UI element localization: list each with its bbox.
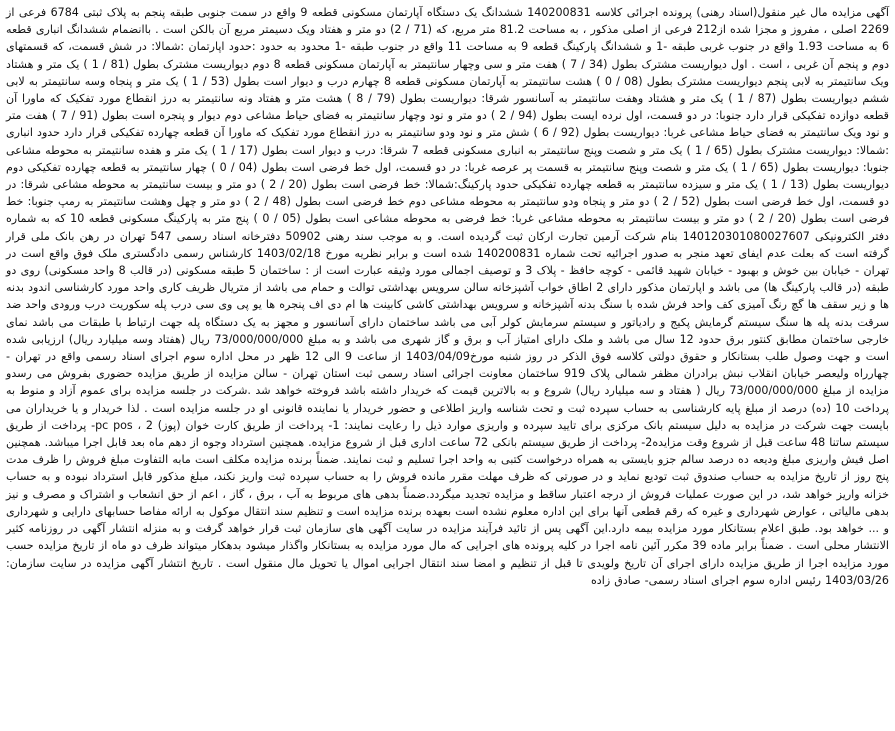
auction-notice-text: آگهی مزایده مال غیر منقول(اسناد رهنی) پرونده اجرائی کلاسه 140200831 ششدانگ یک دستگاه آپارتمان مسکونی قطعه 9 واقع در سمت جنوبی طبقه پنجم به پلاک ثبتی 6784 فرعی از 2269 اصلی ، مفروز و مجزا شده از212 فرعی از اصلی مذکور ، به مساحت 81.2 متر مربع، که (71 / 2) دو متر و هفتاد ویک دسیمتر مربع آن بالکن است . باانضمام ششدانگ انباری قطعه 6 به مساحت 1.93 واقع در جنوب غربی طبقه -1 و ششدانگ پارکینگ قطعه 9 به مساحت 11 واقع در جنوب طبقه -1 محدود به حدود :حدود اپارتمان :شمالا: در شش قسمت، که قسمتهای دوم و پنجم آن غربی ، است . اول دیواریست مشترک بطول (34 / 7 ) هفت متر و سی وچهار سانتیمتر به آپارتمان مسکونی قطعه 8 دوم دیواریست مشترک بطول (81 / 1 ) یک متر و هشتاد ویک سانتیمتر به لابی پنجم دیواریست مشترک بطول (08 / 0 ) هشت سانتیمتر به آپارتمان مسکونی قطعه 8 چهارم درب و دیوار است بطول (53 / 1 ) یک متر و پنجاه وسه سانتیمتر به لابی ششم دیواریست بطول (87 / 1 ) یک متر و هشتاد وهفت سانتیمتر به آسانسور شرقا: دیواریست بطول (79 / 8 ) هشت متر و هفتاد ونه سانتیمتر به درز انقطاع مورد تفکیک که ماورا آن قطعه دوازده تفکیکی قرار دارد جنوبا: در دو قسمت، اول نرده ایست بطول (94 / 2 ) دو متر و نود وچهار سانتیمتر به فضای حیاط مشاعی دوم دیوار و پنجره است بطول (91 / 7 ) هفت متر و نود ویک سانتیمتر به فضای حیاط مشاعی غربا: دیواریست بطول (92 / 6 ) شش متر و نود ودو سانتیمتر به درز انقطاع مورد تفکیک که ماورا آن قطعه چهارده تفکیکی قرار دارد حدود انباری :شمالا: دیواریست مشترک بطول (65 / 1 ) یک متر و شصت وپنج سانتیمتر به انباری مسکونی قطعه 7 شرقا: درب و دیوار است بطول (17 / 1 ) یک متر و هفده سانتیمتر به محوطه مشاعی جنوبا: دیواریست بطول (65 / 1 ) یک متر و شصت وپنج سانتیمتر به قسمت پر عرصه غربا: در دو قسمت، اول خط فرضی است بطول (04 / 0 ) چهار سانتیمتر به قطعه چهارده تفکیکی دوم دیواریست بطول (13 / 1 ) یک متر و سیزده سانتیمتر به قطعه چهارده تفکیکی حدود پارکینگ:شمالا: خط فرضی است بطول (20 / 2 ) دو متر و بیست سانتیمتر به محوطه مشاعی شرقا: در دو قسمت، اول خط فرضی است بطول (52 / 2 ) دو متر و پنجاه ودو سانتیمتر به محوطه مشاعی دوم خط فرضی است بطول (48 / 2 ) دو متر و چهل وهشت سانتیمتر به رمپ جنوبا: خط فرضی است بطول (20 / 2 ) دو متر و بیست سانتیمتر به محوطه مشاعی غربا: خط فرضی به محوطه مشاعی است بطول (05 / 0 ) پنج متر به پارکینگ مسکونی قطعه 10 که به شماره دفتر الکترونیکی 140120301080027607 بنام شرکت آرمین تجارت ارکان ثبت گردیده است. و به موجب سند رهنی 50902 دفترخانه اسناد رسمی 547 تهران در رهن بانک ملی قرار گرفته است که بعلت عدم ایفای تعهد منجر به صدور اجرائیه تحت شماره 140200831 شده است و برابر نظریه مورخ 1403/02/18 کارشناس رسمی دادگستری ملک فوق واقع است در تهران - خیابان بین خوش و بهبود - خیابان شهید قائمی - کوچه حافظ - پلاک 3 و توصیف اجمالی مورد وثیقه عبارت است از : ساختمان 5 طبقه مسکونی (در قالب 8 واحد مسکونی) روی دو طبقه (در قالب پارکینگ ها) می باشد و اپارتمان مذکور دارای 2 اطاق خواب آشپزخانه سالن سرویس بهداشتی توالت و حمام می باشد از متریال ظریف کاری واحد مورد کارشناسی اندود بدنه ها و زیر سقف ها گچ رنگ آمیزی کف واحد فرش شده با سنگ بدنه آشپزخانه و سرویس بهداشتی کاشی کابینت ها ام دی اف پنجره ها یو پی وی سی درب پله سکوریت درب ورودی واحد ضد سرقت بدنه پله ها سنگ سیستم گرمایش پکیج و رادیاتور و سیستم سرمایش کولر آبی می باشد ساختمان دارای آسانسور و مجهز به یک دستگاه پله جهت ارتباط با طبقات می باشد نمای خارجی ساختمان مطابق کنتور برق حدود 12 سال می باشد و ملک دارای امتیاز آب و برق و گاز شهری می باشد و به مبلغ 73/000/000/000 ریال (هفتاد وسه میلیارد ریال) ارزیابی شده است و جهت وصول طلب بستانکار و حقوق دولتی کلاسه فوق الذکر در روز شنبه مورخ1403/04/09 از ساعت 9 الی 12 ظهر در محل اداره سوم اجرای اسناد رسمی واقع در تهران - چهارراه ولیعصر خیابان انقلاب نبش برادران مظفر شمالی پلاک 919 ساختمان معاونت اجرائی اسناد رسمی ثبت استان تهران - سالن مزایده از طریق مزایده حضوری بفروش می رسدو مزایده از مبلغ 73/000/000/000 ریال ( هفتاد و سه میلیارد ریال) شروع و به بالاترین قیمت که خریدار داشته باشد فروخته خواهد شد .شرکت در جلسه مزایده برای عموم آزاد و منوط به پرداخت 10 (ده) درصد از مبلغ پایه کارشناسی به حساب سپرده ثبت و تحت شناسه واریز اطلاعی و حضور خریدار یا نماینده قانونی او در جلسه مزایده است . لذا خریدار و یا خریداران می بایست جهت شرکت در مزایده به دلیل سیستم بانک مرکزی برای تایید سپرده و واریزی موارد ذیل را رعایت نمایند: 1- پرداخت از طریق کارت خوان (پوز) pc pos ، 2- پرداخت از طریق سیستم ساتنا 48 ساعت قبل از شروع وقت مزایده2- پرداخت از طریق سیستم بانکی 72 ساعت اداری قبل از شروع مزایده. همچنین استرداد وجوه از دهم ماه بعد قابل اجرا میباشد. همچنین اصل فیش واریزی مبلغ ودیعه ده درصد سالم جزو بایستی به همراه درخواست کتبی به واحد اجرا تسلیم و ثبت نمایند. ضمناً برنده مزایده مکلف است مابه التفاوت مبلغ فروش را ظرف مدت پنج روز از تاریخ مزایده به حساب صندوق ثبت تودیع نماید و در صورتی که ظرف مهلت مقرر مانده فروش را به حساب سپرده ثبت واریز نکند، مبلغ مذکور قابل استرداد نبوده و به حساب خزانه واریز خواهد شد، در این صورت عملیات فروش از درجه اعتبار ساقط و مزایده تجدید میگردد.ضمناً بدهی های مربوط به آب ، برق ، گاز ، اعم از حق انشعاب و اشتراک و مصرف و نیز بدهی مالیاتی ، عوارض شهرداری و غیره که رقم قطعی آنها برای این اداره معلوم نشده است بعهده برنده مزایده است و تنظیم سند انتقال موکول به ارائه مفاصا حسابهای دارایی و شهرداری و ... خواهد بود. طبق اعلام بستانکار مورد مزایده بیمه دارد.این آگهی پس از تائید فرآیند مزایده در سایت آگهی های سازمان ثبت قرار خواهد گرفت و به منزله انتشار آگهی در روزنامه کثیر الانتشار محلی است . ضمناً برابر ماده 39 مکرر آئین نامه اجرا در کلیه پرونده های اجرایی که مال مورد مزایده به بستانکار واگذار میشود بدهکار میتواند ظرف دو ماه از تاریخ مزایده حسب مورد مزایده اجرا از طریق مزایده دارای اجرای آن تاریخ ولویدی تا قبل از تنظیم و امضا سند انتقال اجرایی اموال یا تحویل مال منقول است . تاریخ انتشار آگهی مزایده در سایت سازمان: 1403/03/26 رئیس اداره سوم اجرای اسناد رسمی- صادق زاده	[6, 6, 890, 587]
